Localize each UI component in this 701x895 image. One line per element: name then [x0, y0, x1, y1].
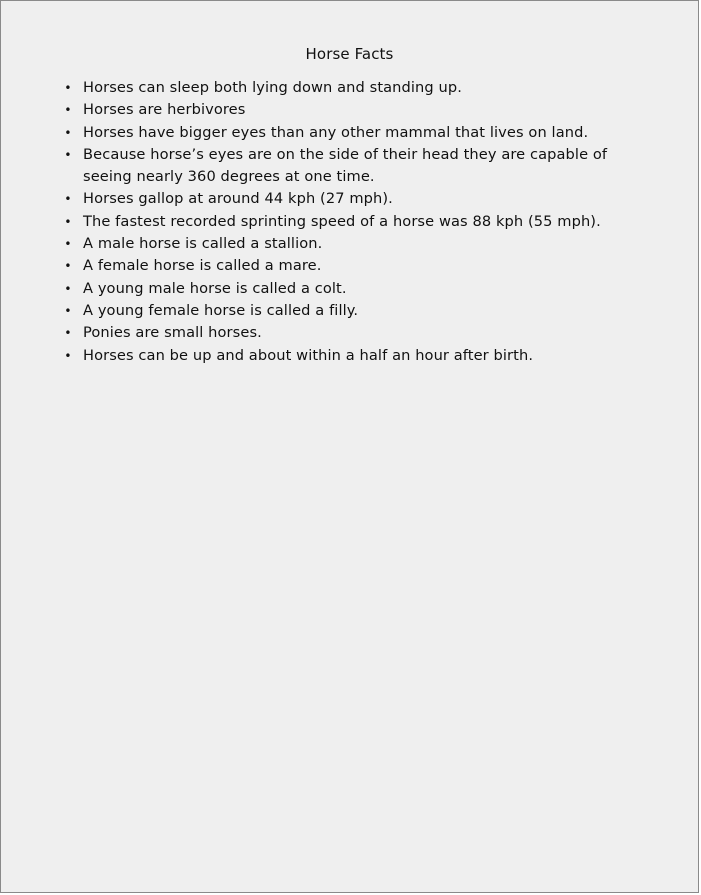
- bullet-icon: •: [64, 281, 72, 296]
- bullet-icon: •: [64, 103, 72, 118]
- fact-item-10: [64, 300, 643, 322]
- fact-text: A female horse is called a mare.: [83, 257, 322, 275]
- fact-text: The fastest recorded sprinting speed of a horse was 88 kph (55 mph).: [83, 212, 601, 230]
- fact-text: A young female horse is called a filly.: [83, 301, 359, 319]
- fact-item-5: [64, 188, 643, 210]
- fact-item-11: [64, 322, 643, 344]
- fact-text: Horses can sleep both lying down and standing up.: [83, 79, 462, 96]
- bullet-icon: •: [64, 303, 72, 318]
- fact-text: Horses can be up and about within a half an hour after birth.: [83, 346, 534, 364]
- fact-text: Because horse’s eyes are on the side of their head they are capable of seeing nearly 360 degrees at one time.: [83, 145, 608, 186]
- fact-text: Horses are herbivores: [83, 101, 246, 119]
- bullet-icon: •: [64, 348, 72, 363]
- bullet-icon: •: [64, 326, 72, 341]
- fact-item-8: [64, 255, 643, 277]
- fact-text: Horses have bigger eyes than any other mammal that lives on land.: [83, 123, 589, 141]
- bullet-icon: •: [64, 81, 72, 95]
- bullet-icon: •: [64, 192, 72, 207]
- fact-text: A male horse is called a stallion.: [83, 235, 323, 253]
- fact-item-3: [64, 122, 643, 144]
- bullet-icon: •: [64, 214, 72, 229]
- document-title: Horse Facts: [305, 45, 394, 63]
- fact-item-4: [64, 144, 643, 189]
- fact-text: A young male horse is called a colt.: [83, 279, 347, 297]
- bullet-icon: •: [64, 237, 72, 252]
- fact-text: Horses gallop at around 44 kph (27 mph).: [83, 190, 393, 208]
- fact-text: Ponies are small horses.: [83, 324, 262, 342]
- bullet-icon: •: [64, 125, 72, 140]
- fact-item-6: [64, 211, 643, 233]
- fact-item-1: [64, 77, 643, 99]
- fact-item-9: [64, 278, 643, 300]
- horse-facts-list: [64, 77, 643, 367]
- bullet-icon: •: [64, 147, 72, 162]
- bullet-icon: •: [64, 259, 72, 274]
- fact-item-7: [64, 233, 643, 255]
- fact-item-12: [64, 345, 643, 367]
- fact-item-2: [64, 99, 643, 121]
